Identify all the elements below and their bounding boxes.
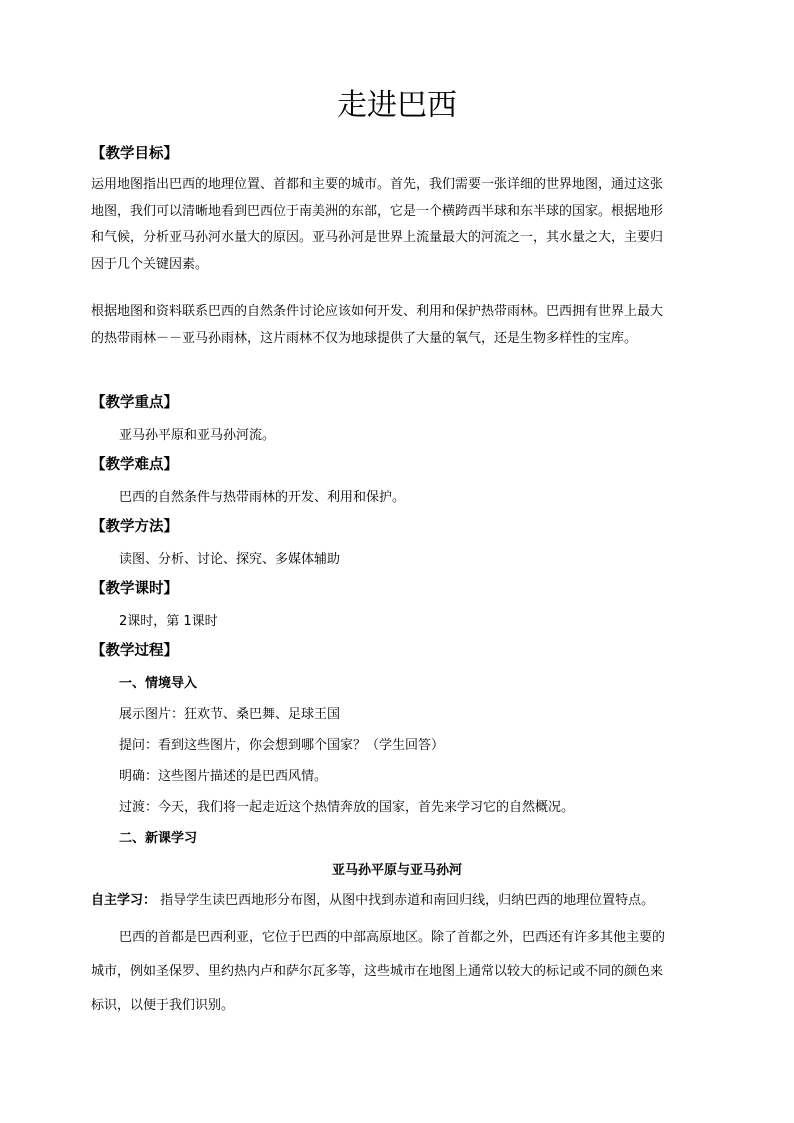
capital-line: 标识，以便于我们识别。 (91, 998, 235, 1013)
key-points-heading: 【教学重点】 (91, 395, 178, 411)
goals-p1-line: 和气候，分析亚马孙河水量大的原因。亚马孙河是世界上流量最大的河流之一，其水量之大，主要归 (91, 230, 664, 245)
goals-p2-line: 的热带雨林－－亚马孙雨林，这片雨林不仅为地球提供了大量的氧气，还是生物多样性的宝库。 (91, 330, 638, 346)
key-points-text: 亚马孙平原和亚马孙河流。 (119, 428, 276, 443)
section-subtitle: 亚马孙平原与亚马孙河 (331, 863, 462, 878)
goals-paragraph-1 (91, 172, 703, 278)
hours-text: 2课时，第 1课时 (119, 614, 218, 629)
capital-line: 城市，例如圣保罗、里约热内卢和萨尔瓦多等，这些城市在地图上通常以较大的标记或不同的颜色来 (91, 964, 664, 979)
self-study-label: 自主学习： (91, 893, 157, 908)
capital-paragraph (91, 921, 703, 1023)
difficulty-heading: 【教学难点】 (91, 457, 178, 473)
method-text: 读图、分析、讨论、探究、多媒体辅助 (119, 552, 341, 567)
difficulty-text: 巴西的自然条件与热带雨林的开发、利用和保护。 (119, 490, 406, 505)
goals-p2-line: 根据地图和资料联系巴西的自然条件讨论应该如何开发、利用和保护热带雨林。巴西拥有世界上最大 (91, 304, 664, 319)
self-study-line (91, 890, 703, 912)
intro-line: 提问：看到这些图片，你会想到哪个国家？（学生回答） (119, 738, 445, 753)
self-study-text: 指导学生读巴西地形分布图，从图中找到赤道和南回归线，归纳巴西的地理位置特点。 (156, 893, 655, 908)
intro-line: 明确：这些图片描述的是巴西风情。 (119, 769, 328, 784)
goals-p1-line: 运用地图指出巴西的地理位置、首都和主要的城市。首先，我们需要一张详细的世界地图，通过这张 (91, 177, 664, 192)
goals-p1-line: 地图，我们可以清晰地看到巴西位于南美洲的东部，它是一个横跨西半球和东半球的国家。根据地形 (91, 203, 664, 219)
intro-line: 展示图片：狂欢节、桑巴舞、足球王国 (119, 707, 341, 722)
hours-heading: 【教学课时】 (91, 581, 178, 597)
goals-heading: 【教学目标】 (91, 146, 178, 162)
goals-paragraph-2 (91, 299, 703, 352)
goals-p1-line: 因于几个关键因素。 (91, 256, 209, 272)
capital-line: 巴西的首都是巴西利亚，它位于巴西的中部高原地区。除了首都之外，巴西还有许多其他主要的 (119, 930, 666, 945)
intro-heading: 一、情境导入 (119, 676, 198, 691)
process-heading: 【教学过程】 (91, 643, 178, 659)
intro-line: 过渡：今天，我们将一起走近这个热情奔放的国家，首先来学习它的自然概况。 (119, 800, 575, 815)
method-heading: 【教学方法】 (91, 519, 178, 535)
document-title: 走进巴西 (337, 88, 457, 123)
new-lesson-heading: 二、新课学习 (119, 831, 198, 846)
